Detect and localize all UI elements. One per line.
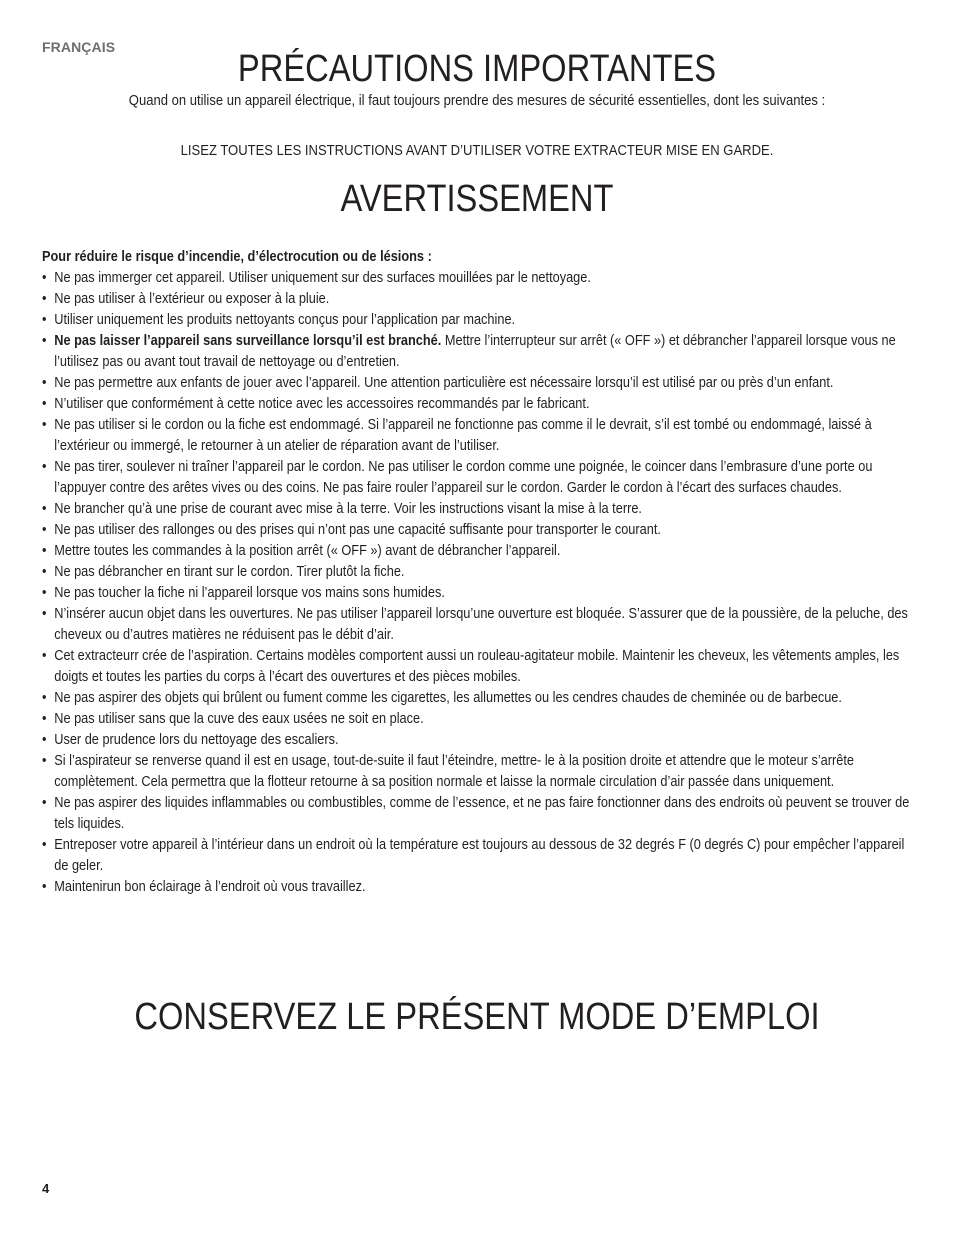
bullet-icon: • — [42, 711, 47, 727]
list-item-text: Si l’aspirateur se renverse quand il est en usage, tout-de-suite il faut l’éteindre, mettre- le à la position droite et attendre que le moteur s’arrête complètement. Cela permettra que la flotteur retourne à sa position normale et laisse la normale circulation d’air passée dans uniquement. — [54, 753, 854, 790]
list-item — [42, 373, 916, 394]
list-item — [42, 730, 916, 751]
list-item-text: Cet extracteurr crée de l’aspiration. Certains modèles comportent aussi un rouleau-agitateur mobile. Maintenir les cheveux, les vêtements amples, les doigts et toutes les parties du corps à l’écart des ouvertures et des pièces mobiles. — [54, 648, 900, 685]
list-item — [42, 562, 916, 583]
save-instructions-title: CONSERVEZ LE PRÉSENT MODE D’EMPLOI — [134, 996, 820, 1038]
bullet-icon: • — [42, 753, 47, 769]
list-item — [42, 394, 916, 415]
list-item-text: User de prudence lors du nettoyage des escaliers. — [54, 732, 339, 748]
list-item-text: Ne pas aspirer des liquides inflammables ou combustibles, comme de l’essence, et ne pas faire fonctionner dans des endroits où peuvent se trouver de tels liquides. — [54, 795, 910, 832]
bullet-icon: • — [42, 270, 47, 286]
bullet-icon: • — [42, 522, 47, 538]
bullet-icon: • — [42, 585, 47, 601]
bullet-icon: • — [42, 333, 47, 349]
page-number: 4 — [42, 1181, 50, 1196]
list-item-text: Ne pas débrancher en tirant sur le cordon. Tirer plutôt la fiche. — [54, 564, 405, 580]
list-item-text: Ne pas utiliser des rallonges ou des prises qui n’ont pas une capacité suffisante pour transporter le courant. — [54, 522, 661, 538]
bullet-icon: • — [42, 291, 47, 307]
bullet-icon: • — [42, 732, 47, 748]
bullet-icon: • — [42, 375, 47, 391]
warning-section — [42, 247, 916, 898]
list-item-text: Ne brancher qu’à une prise de courant avec mise à la terre. Voir les instructions visant la mise à la terre. — [54, 501, 642, 517]
bullet-icon: • — [42, 648, 47, 664]
bullet-icon: • — [42, 417, 47, 433]
list-item — [42, 457, 916, 499]
list-item — [42, 310, 916, 331]
list-item — [42, 835, 916, 877]
bullet-icon: • — [42, 396, 47, 412]
bullet-icon: • — [42, 312, 47, 328]
bullet-icon: • — [42, 459, 47, 475]
intro-text: Quand on utilise un appareil électrique, il faut toujours prendre des mesures de sécurité essentielles, dont les suivantes : — [128, 93, 826, 109]
list-item — [42, 751, 916, 793]
list-item-text: Mettre toutes les commandes à la position arrêt (« OFF ») avant de débrancher l’appareil. — [54, 543, 561, 559]
list-item — [42, 877, 916, 898]
list-item — [42, 541, 916, 562]
list-item — [42, 688, 916, 709]
list-item — [42, 793, 916, 835]
list-item — [42, 415, 916, 457]
bullet-icon: • — [42, 795, 47, 811]
list-item — [42, 268, 916, 289]
list-item — [42, 520, 916, 541]
list-item-text: Ne pas tirer, soulever ni traîner l’appareil par le cordon. Ne pas utiliser le cordon comme une poignée, le coincer dans l’embrasure d’une porte ou l’appuyer contre des arêtes vives ou des coins. Ne pas faire rouler l’appareil sur le cordon. Garder le cordon à l’écart des surfaces chaudes. — [54, 459, 873, 496]
list-item-text: Ne pas utiliser à l’extérieur ou exposer à la pluie. — [54, 291, 330, 307]
warning-title: AVERTISSEMENT — [340, 178, 614, 220]
list-item — [42, 331, 916, 373]
list-item — [42, 709, 916, 730]
list-item-text: Maintenirun bon éclairage à l’endroit où vous travaillez. — [54, 879, 366, 895]
list-item-text: Mettre l’interrupteur sur arrêt (« OFF ») et débrancher l’appareil lorsque vous ne l’utilisez pas ou avant tout travail de nettoyage ou d’entretien. — [54, 333, 896, 370]
list-item — [42, 583, 916, 604]
bullet-icon: • — [42, 501, 47, 517]
list-item-bold-text: Ne pas laisser l’appareil sans surveillance lorsqu’il est branché. — [54, 333, 442, 349]
list-item — [42, 604, 916, 646]
list-item — [42, 289, 916, 310]
list-item-text: Utiliser uniquement les produits nettoyants conçus pour l’application par machine. — [54, 312, 516, 328]
bullet-icon: • — [42, 837, 47, 853]
language-label: FRANÇAIS — [42, 39, 116, 55]
bullet-icon: • — [42, 543, 47, 559]
list-item-text: Ne pas toucher la fiche ni l’appareil lorsque vos mains sons humides. — [54, 585, 445, 601]
list-item-text: Entreposer votre appareil à l’intérieur dans un endroit où la température est toujours au dessous de 32 degrés F (0 degrés C) pour empêcher l’appareil de geler. — [54, 837, 905, 874]
list-item-text: Ne pas immerger cet appareil. Utiliser uniquement sur des surfaces mouillées par le nettoyage. — [54, 270, 591, 286]
bullet-icon: • — [42, 690, 47, 706]
read-instructions-text: LISEZ TOUTES LES INSTRUCTIONS AVANT D’UTILISER VOTRE EXTRACTEUR MISE EN GARDE. — [180, 143, 774, 159]
bullet-icon: • — [42, 564, 47, 580]
list-item-text: N’utiliser que conformément à cette notice avec les accessoires recommandés par le fabricant. — [54, 396, 590, 412]
list-item-text: Ne pas aspirer des objets qui brûlent ou fument comme les cigarettes, les allumettes ou les cendres chaudes de cheminée ou de barbecue. — [54, 690, 842, 706]
page-title: PRÉCAUTIONS IMPORTANTES — [237, 48, 717, 90]
warning-lead: Pour réduire le risque d’incendie, d’électrocution ou de lésions : — [42, 249, 432, 265]
list-item — [42, 646, 916, 688]
warning-list — [42, 268, 916, 898]
list-item-text: N’insérer aucun objet dans les ouvertures. Ne pas utiliser l’appareil lorsqu’une ouverture est bloquée. S’assurer que de la poussière, de la peluche, des cheveux ou d’autres matières ne réduisent pas le débit d’air. — [54, 606, 908, 643]
list-item-text: Ne pas utiliser sans que la cuve des eaux usées ne soit en place. — [54, 711, 424, 727]
list-item — [42, 499, 916, 520]
list-item-text: Ne pas utiliser si le cordon ou la fiche est endommagé. Si l’appareil ne fonctionne pas comme il le devrait, s’il est tombé ou endommagé, laissé à l’extérieur ou immergé, le retourner à un atelier de réparation avant de l’utiliser. — [54, 417, 872, 454]
list-item-text: Ne pas permettre aux enfants de jouer avec l’appareil. Une attention particulière est nécessaire lorsqu’il est utilisé par ou près d’un enfant. — [54, 375, 834, 391]
bullet-icon: • — [42, 606, 47, 622]
bullet-icon: • — [42, 879, 47, 895]
